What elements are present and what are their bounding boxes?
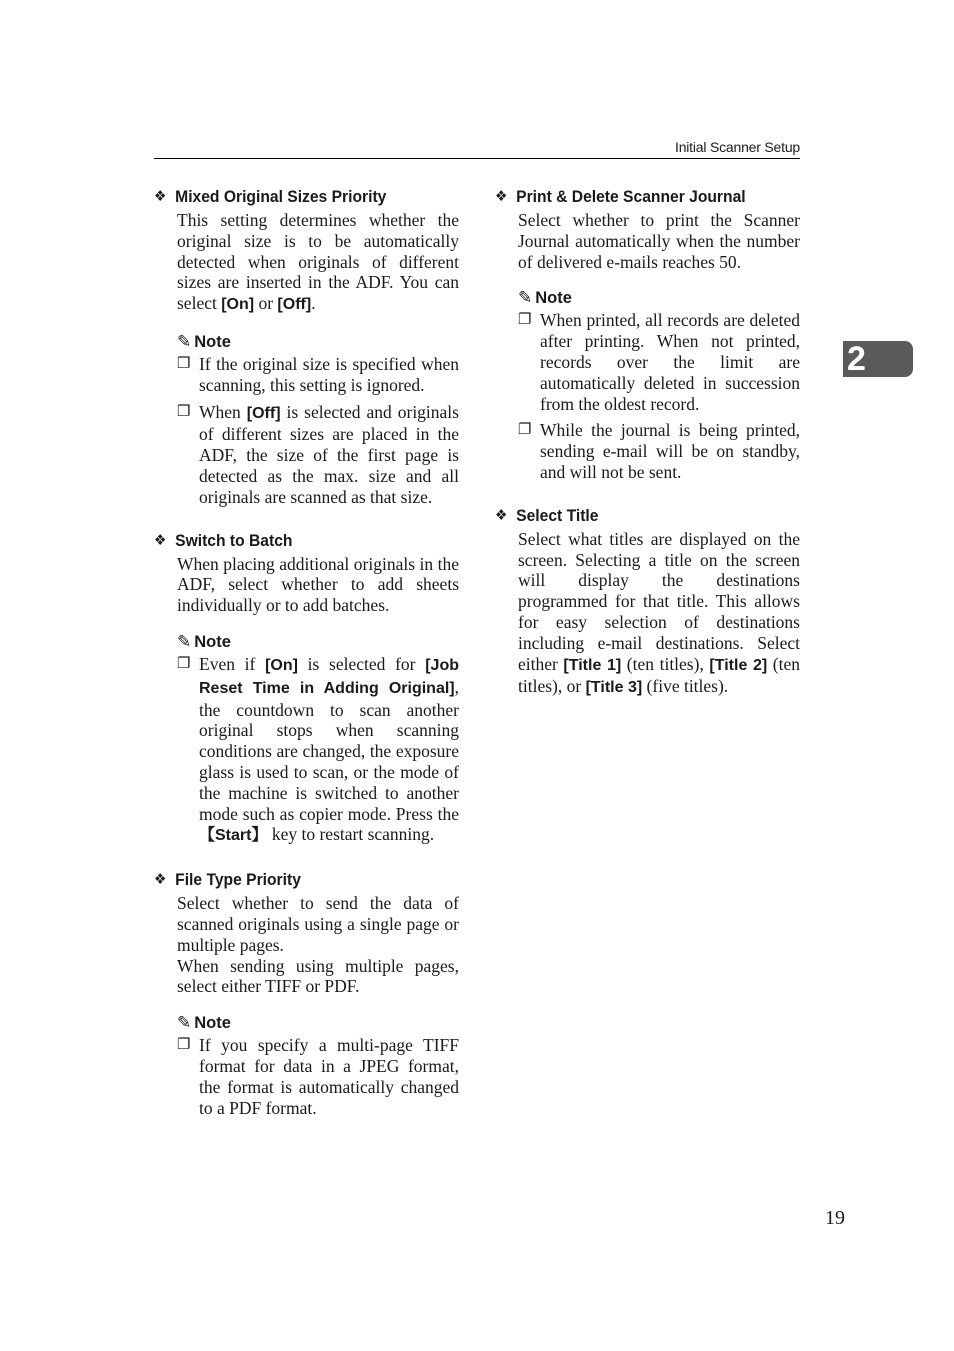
option-title-2: [Title 2] — [709, 656, 768, 674]
body-text: (ten titles), or — [518, 653, 801, 697]
right-column — [495, 184, 800, 719]
section-body — [177, 956, 459, 998]
checkbox-bullet-icon: ❐ — [177, 655, 191, 672]
section-body — [177, 554, 459, 616]
body-text: This setting determines whether the original size is to be automatically detected when originals of different sizes are inserted in the ADF. You can select — [177, 210, 459, 314]
note-item — [177, 402, 459, 508]
body-text: or — [254, 293, 278, 314]
chapter-number: 2 — [847, 340, 866, 378]
body-text: Select what titles are displayed on the screen. Selecting a title on the screen will display the destinations programmed for that title. This allows for easy selection of destinations including e-mail destinations. Select either — [518, 528, 800, 674]
note-text: is selected and originals of different sizes are placed in the ADF, the size of the first page is detected as the max. size and all originals are scanned as that size. — [199, 401, 459, 507]
option-title-1: [Title 1] — [563, 656, 622, 674]
note-block — [177, 1011, 459, 1118]
checkbox-bullet-icon: ❐ — [518, 422, 532, 439]
option-title-3: [Title 3] — [585, 679, 643, 697]
note-label-text: Note — [194, 632, 231, 651]
note-label-text: Note — [194, 1014, 231, 1033]
pencil-icon: ✎ — [518, 288, 533, 308]
note-item — [518, 420, 800, 482]
section-select-title — [495, 503, 800, 699]
option-on: [On] — [221, 296, 255, 314]
note-block — [177, 630, 459, 847]
section-heading — [154, 867, 435, 893]
note-label-text: Note — [194, 332, 231, 351]
note-item — [177, 1035, 459, 1118]
diamond-bullet-icon: ❖ — [154, 188, 167, 205]
left-column — [154, 184, 459, 1138]
section-file-type-priority — [154, 867, 459, 1118]
body-text: . — [311, 293, 316, 314]
section-heading — [154, 184, 435, 210]
note-label — [518, 286, 800, 310]
note-text: key to restart scanning. — [267, 824, 435, 845]
note-item — [177, 354, 459, 396]
body-text: When placing additional originals in the ADF, select whether to add sheets individually or to add batches. — [177, 553, 459, 616]
checkbox-bullet-icon: ❐ — [177, 403, 191, 420]
note-block — [518, 286, 800, 482]
page-number: 19 — [825, 1207, 845, 1229]
pencil-icon: ✎ — [177, 631, 192, 651]
setting-name: [Job Reset Time in Adding Original] — [199, 656, 459, 697]
start-key: 【Start】 — [199, 827, 268, 845]
header-rule — [154, 158, 800, 159]
note-text: When printed, all records are deleted after printing. When not printed, records over the limit are automatically deleted in succession from the oldest record. — [540, 310, 800, 414]
heading-text: Select Title — [516, 505, 599, 525]
option-off: [Off] — [246, 404, 281, 422]
heading-text: Switch to Batch — [175, 530, 293, 550]
body-text: Select whether to print the Scanner Journal automatically when the number of delivered e-mails reaches 50. — [518, 210, 800, 272]
section-body — [518, 210, 800, 272]
section-print-delete-journal — [495, 184, 800, 483]
note-label-text: Note — [535, 289, 572, 308]
pencil-icon: ✎ — [177, 331, 192, 351]
diamond-bullet-icon: ❖ — [495, 188, 508, 205]
note-text: is selected for — [297, 653, 426, 674]
checkbox-bullet-icon: ❐ — [177, 1037, 191, 1054]
option-on: [On] — [265, 656, 298, 674]
heading-text: File Type Priority — [175, 870, 301, 890]
note-item — [177, 654, 459, 847]
note-text: If the original size is specified when scanning, this setting is ignored. — [199, 353, 459, 395]
note-block — [177, 330, 459, 508]
diamond-bullet-icon: ❖ — [495, 506, 508, 524]
note-text: While the journal is being printed, sending e-mail will be on standby, and will not be sent. — [540, 420, 800, 482]
note-text: When — [199, 401, 247, 422]
note-text: Even if — [199, 653, 266, 674]
body-text: (five titles). — [642, 676, 729, 697]
pencil-icon: ✎ — [177, 1013, 192, 1033]
section-heading — [495, 184, 776, 210]
section-heading — [495, 503, 776, 529]
note-text: If you specify a multi-page TIFF format for data in a JPEG format, the format is automatically changed to a PDF format. — [199, 1035, 459, 1118]
chapter-tab — [843, 341, 913, 377]
note-label — [177, 330, 459, 354]
checkbox-bullet-icon: ❐ — [518, 312, 532, 329]
note-text: , the countdown to scan another original stops when scanning conditions are changed, the exposure glass is used to scan, or the mode of the machine is switched to another mode such as copier mode. Press the — [199, 676, 459, 824]
note-item — [518, 310, 800, 414]
heading-text: Print & Delete Scanner Journal — [516, 187, 746, 206]
running-header: Initial Scanner Setup — [675, 139, 800, 155]
note-label — [177, 1011, 459, 1035]
heading-text: Mixed Original Sizes Priority — [175, 187, 387, 206]
body-text: When sending using multiple pages, select either TIFF or PDF. — [177, 955, 459, 997]
section-switch-to-batch — [154, 528, 459, 848]
checkbox-bullet-icon: ❐ — [177, 355, 191, 372]
option-off: [Off] — [277, 296, 312, 314]
section-body — [518, 529, 800, 699]
section-heading — [154, 528, 435, 554]
diamond-bullet-icon: ❖ — [154, 871, 167, 889]
note-label — [177, 630, 459, 654]
section-mixed-original-sizes — [154, 184, 459, 508]
section-body — [177, 210, 459, 316]
diamond-bullet-icon: ❖ — [154, 531, 167, 549]
section-body — [177, 893, 459, 955]
body-text: Select whether to send the data of scanned originals using a single page or multiple pages. — [177, 893, 459, 955]
body-text: (ten titles), — [621, 653, 710, 674]
